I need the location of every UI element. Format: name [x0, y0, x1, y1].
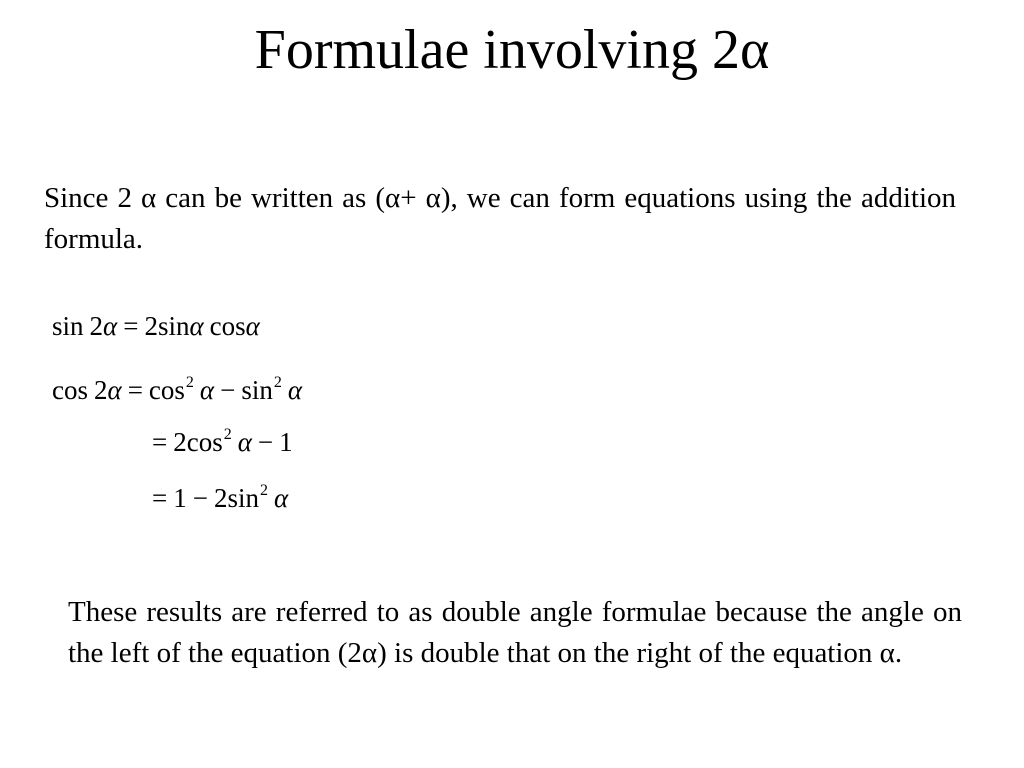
eq-variable: α	[287, 375, 303, 405]
eq-number: 2	[213, 483, 228, 513]
eq-function: cos	[148, 375, 185, 405]
eq-function: sin	[241, 375, 273, 405]
eq-operator: =	[123, 311, 139, 341]
eq-function: sin	[157, 311, 190, 341]
eq-number: 1	[279, 427, 293, 457]
eq-variable: α	[199, 375, 215, 405]
eq-variable: α	[245, 311, 260, 341]
eq-function: cos	[209, 311, 246, 341]
eq-exponent: 2	[259, 482, 268, 499]
eq-function: cos	[186, 427, 223, 457]
eq-variable: α	[189, 311, 204, 341]
eq-number: 2	[89, 311, 104, 341]
eq-operator: =	[152, 483, 168, 513]
outro-paragraph: These results are referred to as double angle formulae because the angle on the left of the equation (2α) is double that on the right of the equation α.	[68, 596, 962, 669]
equation-cos-double-angle-1	[52, 373, 302, 407]
eq-number: 2	[173, 427, 187, 457]
equation-cos-double-angle-2	[146, 425, 293, 459]
eq-variable: α	[237, 427, 252, 457]
slide-title: Formulae involving 2α	[254, 19, 770, 81]
eq-operator: −	[257, 427, 274, 457]
eq-number: 2	[94, 375, 108, 405]
eq-exponent: 2	[223, 426, 232, 443]
eq-operator: =	[152, 427, 168, 457]
eq-function: cos	[52, 375, 88, 405]
eq-operator: −	[192, 483, 208, 513]
intro-paragraph: Since 2 α can be written as (α+ α), we can form equations using the addition formula.	[44, 182, 956, 255]
eq-variable: α	[107, 375, 122, 405]
eq-function: sin	[52, 311, 84, 341]
eq-variable: α	[273, 483, 289, 513]
equation-cos-double-angle-3	[146, 481, 288, 515]
eq-exponent: 2	[185, 374, 194, 391]
eq-number: 1	[173, 483, 187, 513]
eq-operator: =	[127, 375, 143, 405]
eq-variable: α	[103, 311, 118, 341]
eq-exponent: 2	[273, 374, 282, 391]
eq-function: sin	[227, 483, 259, 513]
eq-number: 2	[144, 311, 158, 341]
equation-sin-double-angle	[52, 309, 260, 343]
eq-operator: −	[220, 375, 236, 405]
